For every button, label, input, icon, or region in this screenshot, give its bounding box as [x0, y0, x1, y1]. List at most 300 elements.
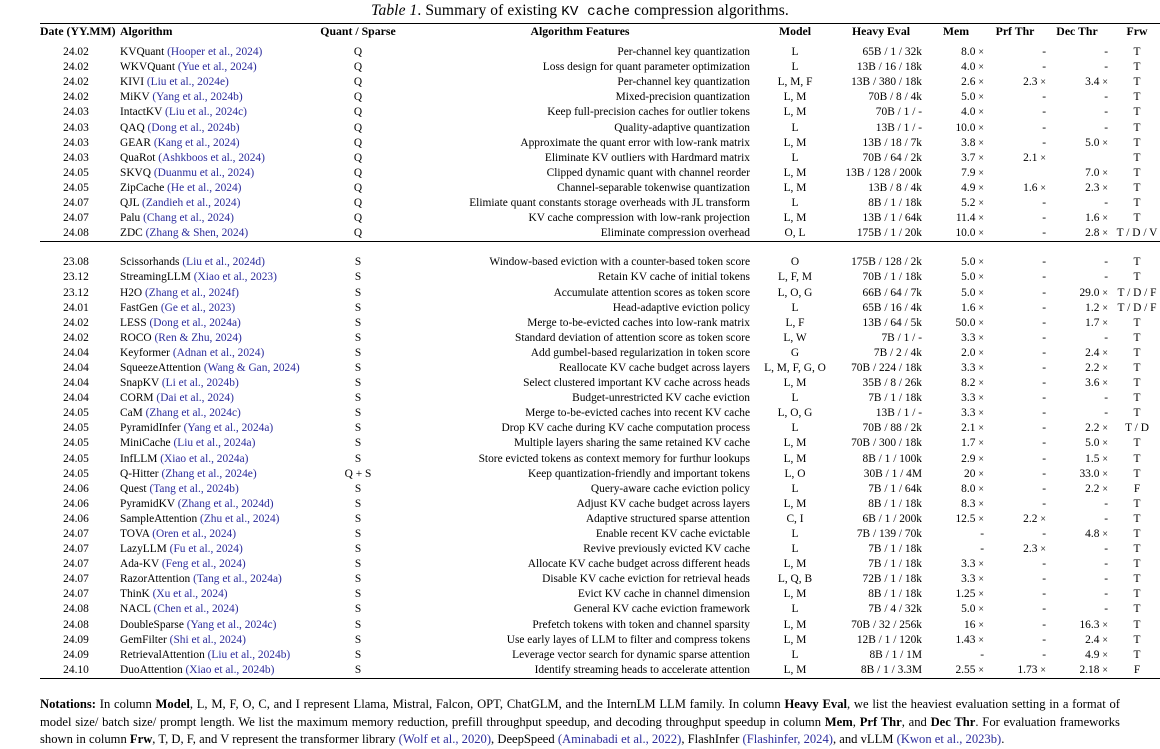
cell-model: L, M — [783, 497, 807, 510]
cell-mem: 4.0 × — [961, 61, 984, 74]
algorithm-citation[interactable]: (Oren et al., 2024) — [152, 528, 237, 540]
cell-model: L, F, M — [778, 271, 812, 284]
times-symbol: × — [978, 498, 984, 510]
algorithm-name: Ada-KV — [120, 558, 162, 571]
cell-mem: 3.3 × — [961, 392, 984, 405]
cell-frw: T — [1133, 316, 1141, 329]
times-symbol: × — [978, 287, 984, 299]
cell-prf-thr: - — [1042, 331, 1046, 344]
cell-dec-thr: 2.18 × — [1079, 663, 1108, 676]
cell-prf-thr: - — [1042, 212, 1046, 225]
cell-features: Per-channel key quantization — [617, 76, 750, 89]
cell-model: L, F — [785, 316, 805, 329]
cell-heavy-eval: 70B / 88 / 2k — [862, 422, 922, 435]
times-symbol: × — [978, 272, 984, 284]
cell-features: Merge to-be-evicted caches into recent KV cache — [525, 407, 750, 420]
table-row — [40, 211, 1160, 226]
cell-dec-thr: 4.9 × — [1085, 648, 1108, 661]
algorithm-citation[interactable]: (Zhang et al., 2024c) — [145, 407, 241, 420]
cell-model: L, M — [783, 181, 807, 194]
cell-dec-thr: - — [1104, 497, 1108, 510]
cell-mem: 3.3 × — [961, 331, 984, 344]
cell-heavy-eval: 13B / 380 / 18k — [851, 76, 922, 89]
cell-mem: 5.0 × — [961, 271, 984, 284]
times-symbol: × — [978, 167, 984, 179]
cell-date: 24.03 — [63, 106, 89, 119]
times-symbol: × — [978, 213, 984, 225]
times-symbol: × — [1040, 77, 1046, 89]
cell-prf-thr: - — [1042, 361, 1046, 374]
algorithm-citation[interactable]: (Shi et al., 2024) — [169, 633, 246, 646]
cell-model: O, L — [784, 227, 806, 240]
cell-date: 24.03 — [63, 136, 89, 149]
times-symbol: × — [1102, 213, 1108, 225]
cell-prf-thr: - — [1042, 633, 1046, 646]
algorithm-citation[interactable]: (Dong et al., 2024b) — [147, 121, 240, 134]
cell-algorithm — [112, 60, 312, 75]
times-symbol: × — [978, 152, 984, 164]
algorithm-citation[interactable]: (He et al., 2024) — [167, 181, 242, 194]
cell-heavy-eval: 70B / 1 / 18k — [862, 271, 922, 284]
cell-heavy-eval: 7B / 1 / 18k — [868, 558, 922, 571]
cell-dec-thr: - — [1104, 603, 1108, 616]
cell-dec-thr: 3.4 × — [1085, 76, 1108, 89]
cell-mem: 1.7 × — [961, 437, 984, 450]
cell-model: L — [791, 392, 799, 405]
cell-date: 24.05 — [63, 407, 89, 420]
cell-date: 24.05 — [63, 166, 89, 179]
citation-flashinfer[interactable]: (Flashinfer, 2024) — [742, 732, 833, 747]
cell-heavy-eval: 6B / 1 / 200k — [862, 512, 922, 525]
cell-heavy-eval: 13B / 18 / 7k — [862, 136, 922, 149]
cell-heavy-eval: 70B / 8 / 4k — [868, 91, 922, 104]
cell-prf-thr: - — [1042, 271, 1046, 284]
algorithm-citation[interactable]: (Liu et al., 2024b) — [207, 648, 291, 661]
algorithm-citation[interactable]: (Ren & Zhu, 2024) — [154, 331, 242, 344]
algorithm-name: DuoAttention — [120, 663, 186, 676]
cell-features: Quality-adaptive quantization — [614, 121, 750, 134]
table-row — [40, 181, 1160, 196]
cell-quant-sparse: S — [354, 543, 362, 556]
algorithm-citation[interactable]: (Xiao et al., 2024b) — [185, 663, 275, 676]
cell-model: L, Q, B — [777, 573, 813, 586]
cell-algorithm — [112, 572, 312, 587]
times-symbol: × — [1040, 152, 1046, 164]
times-symbol: × — [1102, 317, 1108, 329]
cell-dec-thr: 2.4 × — [1085, 633, 1108, 646]
algorithm-citation[interactable]: (Ashkboos et al., 2024) — [158, 151, 265, 164]
cell-model: L, M — [783, 106, 807, 119]
cell-features: Add gumbel-based regularization in token score — [530, 346, 750, 359]
algorithm-citation[interactable]: (Liu et al., 2024c) — [165, 106, 247, 119]
cell-model: L — [791, 422, 799, 435]
cell-model: L, M — [783, 588, 807, 601]
citation-wolf[interactable]: (Wolf et al., 2020) — [398, 732, 492, 747]
cell-quant-sparse: Q — [353, 61, 363, 74]
times-symbol: × — [1102, 453, 1108, 465]
cell-mem: 2.0 × — [961, 346, 984, 359]
cell-heavy-eval: 175B / 1 / 20k — [856, 227, 922, 240]
cell-quant-sparse: S — [354, 437, 362, 450]
cell-mem: 5.2 × — [961, 197, 984, 210]
algorithm-name: Q-Hitter — [120, 467, 162, 480]
cell-quant-sparse: Q — [353, 106, 363, 119]
cell-dec-thr — [1046, 151, 1108, 166]
cell-features: Head-adaptive eviction policy — [612, 301, 750, 314]
cell-prf-thr: - — [1042, 392, 1046, 405]
algorithm-name: CaM — [120, 407, 146, 420]
cell-prf-thr: - — [1042, 497, 1046, 510]
times-symbol: × — [978, 347, 984, 359]
algorithm-citation[interactable]: (Zhu et al., 2024) — [200, 512, 280, 525]
table-row — [40, 166, 1160, 181]
notations-col-heavy-eval: Heavy Eval — [784, 696, 847, 711]
algorithm-citation[interactable]: (Liu et al., 2024e) — [146, 76, 229, 89]
cell-date: 24.10 — [63, 663, 89, 676]
table-row — [40, 196, 1160, 211]
cell-heavy-eval: 13B / 128 / 200k — [845, 166, 922, 179]
cell-date: 24.01 — [63, 301, 89, 314]
cell-features: Store evicted tokens as context memory for furthur lookups — [478, 452, 750, 465]
sparse-section — [40, 242, 1160, 686]
notations-col-model: Model — [155, 696, 190, 711]
table-caption — [0, 0, 1160, 23]
cell-frw: T — [1133, 212, 1141, 225]
cell-model: L — [791, 46, 799, 59]
cell-mem: 3.3 × — [961, 573, 984, 586]
times-symbol: × — [1102, 529, 1108, 540]
notations-text-2: , L, M, F, O, C, and I represent Llama, Mistral, Falcon, OPT, ChatGLM, and the InternLM LLM family. In column — [189, 696, 785, 711]
times-symbol: × — [1102, 423, 1108, 435]
algorithm-name: ZDC — [120, 227, 146, 240]
times-symbol: × — [1102, 362, 1108, 374]
cell-date: 24.07 — [63, 543, 89, 556]
cell-mem: - — [980, 528, 984, 540]
algorithm-citation[interactable]: (Liu et al., 2024a) — [173, 437, 256, 450]
cell-features: Approximate the quant error with low-rank matrix — [520, 136, 750, 149]
algorithm-name: Scissorhands — [120, 256, 183, 269]
cell-algorithm — [112, 255, 312, 270]
times-symbol: × — [1102, 228, 1108, 240]
cell-mem: 5.0 × — [961, 286, 984, 299]
cell-algorithm — [112, 211, 312, 226]
cell-quant-sparse: S — [354, 648, 362, 661]
table-row — [40, 151, 1160, 166]
cell-model: C, I — [786, 512, 804, 525]
cell-dec-thr: 2.2 × — [1085, 482, 1108, 495]
cell-dec-thr: - — [1104, 558, 1108, 571]
algorithm-citation[interactable]: (Tang et al., 2024b) — [149, 482, 239, 495]
times-symbol: × — [978, 92, 984, 104]
cell-quant-sparse: Q — [353, 212, 363, 225]
cell-prf-thr: - — [1042, 407, 1046, 420]
algorithm-citation[interactable]: (Yang et al., 2024c) — [186, 618, 277, 631]
algorithm-citation[interactable]: (Chen et al., 2024) — [153, 603, 239, 616]
cell-quant-sparse: Q — [353, 76, 363, 89]
times-symbol: × — [978, 47, 984, 59]
times-symbol: × — [1102, 468, 1108, 480]
algorithm-citation[interactable]: (Xiao et al., 2024a) — [160, 452, 249, 465]
cell-model: L, M, F, G, O — [764, 361, 826, 374]
table-number: Table 1 — [371, 2, 418, 19]
algorithm-citation[interactable]: (Yang et al., 2024a) — [183, 422, 274, 435]
cell-quant-sparse: S — [354, 497, 362, 510]
notations-label: Notations: — [40, 696, 96, 711]
times-symbol: × — [978, 378, 984, 390]
times-symbol: × — [978, 513, 984, 525]
algorithm-citation[interactable]: (Tang et al., 2024a) — [193, 573, 282, 586]
cell-model: O — [790, 256, 800, 269]
cell-model: L, M — [783, 437, 807, 450]
cell-prf-thr: - — [1042, 467, 1046, 480]
algorithm-name: FastGen — [120, 301, 161, 314]
cell-date: 24.07 — [63, 212, 89, 225]
cell-frw: T — [1133, 543, 1141, 556]
cell-quant-sparse: S — [354, 528, 362, 540]
cell-heavy-eval: 8B / 1 / 18k — [868, 497, 922, 510]
notations-text-8: , DeepSpeed — [491, 732, 558, 747]
cell-prf-thr: - — [1042, 648, 1046, 661]
cell-heavy-eval: 13B / 8 / 4k — [868, 181, 922, 194]
times-symbol: × — [978, 77, 984, 89]
cell-dec-thr: - — [1104, 588, 1108, 601]
algorithm-name: GEAR — [120, 136, 154, 149]
cell-heavy-eval: 72B / 1 / 18k — [862, 573, 922, 586]
cell-dec-thr: - — [1104, 61, 1108, 74]
times-symbol: × — [978, 302, 984, 314]
cell-prf-thr: - — [1042, 558, 1046, 571]
cell-prf-thr: - — [1042, 377, 1046, 390]
table-row — [40, 633, 1160, 648]
algorithm-citation[interactable]: (Kang et al., 2024) — [153, 136, 240, 149]
citation-aminabadi[interactable]: (Aminabadi et al., 2022) — [557, 732, 682, 747]
cell-heavy-eval: 7B / 139 / 70k — [856, 528, 922, 540]
cell-heavy-eval: 7B / 1 / 64k — [868, 482, 922, 495]
cell-dec-thr: - — [1104, 392, 1108, 405]
cell-frw: T — [1133, 91, 1141, 104]
cell-features: Per-channel key quantization — [617, 46, 750, 59]
cell-mem: 10.0 × — [955, 227, 984, 240]
cell-features: Window-based eviction with a counter-based token score — [489, 256, 750, 269]
algorithm-citation[interactable]: (Zhang et al., 2024e) — [161, 467, 257, 480]
cell-dec-thr: - — [1104, 512, 1108, 525]
cell-dec-thr: 1.5 × — [1085, 452, 1108, 465]
algorithm-citation[interactable]: (Fu et al., 2024) — [169, 543, 243, 556]
algorithm-citation[interactable]: (Xu et al., 2024) — [152, 588, 228, 601]
times-symbol: × — [978, 619, 984, 631]
times-symbol: × — [978, 107, 984, 119]
cell-features: Clipped dynamic quant with channel reorder — [546, 166, 750, 179]
cell-prf-thr: - — [1042, 46, 1046, 59]
algorithm-name: MiniCache — [120, 437, 174, 450]
caption-text-before: . Summary of existing — [417, 2, 562, 19]
cell-features: Eliminate KV outliers with Hardmard matrix — [544, 151, 750, 164]
algorithm-citation[interactable]: (Yue et al., 2024) — [177, 61, 257, 74]
algorithm-citation[interactable]: (Feng et al., 2024) — [161, 558, 246, 571]
cell-frw: T — [1133, 151, 1141, 164]
algorithm-citation[interactable]: (Zhang et al., 2024f) — [145, 286, 239, 299]
cell-frw: T / D / F — [1117, 301, 1157, 314]
cell-quant-sparse: S — [354, 512, 362, 525]
cell-prf-thr: - — [1042, 121, 1046, 134]
algorithm-citation[interactable]: (Li et al., 2024b) — [161, 377, 239, 390]
cell-frw: T — [1133, 437, 1141, 450]
algorithm-citation[interactable]: (Ge et al., 2023) — [160, 301, 236, 314]
cell-mem: - — [980, 543, 984, 556]
notations-text-10: , and vLLM — [832, 732, 897, 747]
cell-algorithm — [112, 663, 312, 679]
times-symbol: × — [978, 362, 984, 374]
cell-date: 24.07 — [63, 197, 89, 210]
times-symbol: × — [978, 332, 984, 344]
algorithm-citation[interactable]: (Dong et al., 2024a) — [149, 316, 241, 329]
cell-date: 24.07 — [63, 528, 89, 540]
header-row — [40, 24, 1160, 40]
cell-algorithm — [112, 45, 312, 60]
cell-frw: T — [1133, 467, 1141, 480]
cell-features: Keep quantization-friendly and important tokens — [527, 467, 750, 480]
cell-model: L, M — [783, 558, 807, 571]
cell-dec-thr: - — [1104, 331, 1108, 344]
algorithm-citation[interactable]: (Dai et al., 2024) — [156, 392, 234, 405]
section-divider-rule — [40, 242, 1160, 250]
notations-text-9: , FlashInfer — [681, 732, 743, 747]
times-symbol: × — [978, 634, 984, 646]
cell-heavy-eval: 8B / 1 / 3.3M — [860, 663, 922, 676]
algorithm-citation[interactable]: (Xiao et al., 2023) — [193, 271, 277, 284]
table-row — [40, 391, 1160, 406]
cell-heavy-eval: 8B / 1 / 18k — [868, 197, 922, 210]
cell-model: L, M — [783, 166, 807, 179]
cell-prf-thr: 1.6 × — [1023, 181, 1046, 194]
cell-algorithm — [112, 316, 312, 331]
algorithm-name: ROCO — [120, 331, 155, 344]
table-row — [40, 270, 1160, 285]
cell-quant-sparse: S — [354, 633, 362, 646]
cell-dec-thr: - — [1104, 271, 1108, 284]
cell-dec-thr: 4.8 × — [1085, 528, 1108, 540]
cell-frw: T / D / F — [1117, 286, 1157, 299]
citation-kwon[interactable]: (Kwon et al., 2023b) — [896, 732, 1002, 747]
cell-frw: T — [1133, 573, 1141, 586]
times-symbol: × — [1102, 483, 1108, 495]
times-symbol: × — [1040, 182, 1046, 194]
cell-heavy-eval: 8B / 1 / 1M — [869, 648, 922, 661]
cell-algorithm — [112, 346, 312, 361]
notations-text-1: In column — [95, 696, 156, 711]
cell-heavy-eval: 8B / 1 / 100k — [862, 452, 922, 465]
caption-text-after: compression algorithms. — [630, 2, 789, 19]
algorithm-citation[interactable]: (Liu et al., 2024d) — [182, 256, 265, 269]
algorithm-citation[interactable]: (Chang et al., 2024) — [143, 212, 234, 225]
cell-quant-sparse: Q — [353, 91, 363, 104]
times-symbol: × — [1102, 347, 1108, 359]
column-header-quant-sparse: Quant / Sparse — [312, 24, 404, 40]
cell-heavy-eval: 70B / 300 / 18k — [851, 437, 922, 450]
column-header-model: Model — [756, 24, 834, 40]
table-row — [40, 467, 1160, 482]
times-symbol: × — [978, 62, 984, 74]
cell-heavy-eval: 70B / 32 / 256k — [851, 618, 922, 631]
cell-model: L, W — [783, 331, 807, 344]
cell-features: Keep full-precision caches for outlier tokens — [547, 106, 750, 119]
cell-prf-thr: - — [1042, 197, 1046, 210]
cell-quant-sparse: S — [354, 286, 362, 299]
cell-dec-thr: - — [1104, 256, 1108, 269]
cell-frw: T — [1133, 166, 1141, 179]
cell-algorithm — [112, 166, 312, 181]
cell-model: L, M — [783, 212, 807, 225]
cell-dec-thr: - — [1104, 91, 1108, 104]
cell-dec-thr: - — [1104, 407, 1108, 420]
cell-mem: 12.5 × — [955, 512, 984, 525]
cell-date: 24.03 — [63, 151, 89, 164]
algorithm-name: KVQuant — [120, 46, 168, 59]
algorithm-citation[interactable]: (Duanmu et al., 2024) — [153, 166, 255, 179]
algorithm-name: DoubleSparse — [120, 618, 187, 631]
times-symbol: × — [1102, 378, 1108, 390]
cell-date: 24.04 — [63, 392, 89, 405]
algorithm-citation[interactable]: (Zandieh et al., 2024) — [142, 197, 241, 210]
algorithm-citation[interactable]: (Adnan et al., 2024) — [172, 346, 265, 359]
cell-quant-sparse: S — [354, 618, 362, 631]
cell-date: 24.02 — [63, 331, 89, 344]
algorithm-citation[interactable]: (Zhang & Shen, 2024) — [145, 227, 249, 240]
table-row — [40, 618, 1160, 633]
cell-frw: T — [1133, 61, 1141, 74]
cell-features: KV cache compression with low-rank projection — [528, 212, 750, 225]
cell-prf-thr: - — [1042, 452, 1046, 465]
table-row — [40, 136, 1160, 151]
cell-frw: F — [1133, 663, 1141, 676]
cell-prf-thr: - — [1042, 256, 1046, 269]
quant-section — [40, 39, 1160, 242]
algorithm-citation[interactable]: (Wang & Gan, 2024) — [203, 361, 300, 374]
cell-dec-thr: - — [1104, 121, 1108, 134]
cell-date: 24.05 — [63, 467, 89, 480]
cell-quant-sparse: S — [354, 422, 362, 435]
times-symbol: × — [1102, 302, 1108, 314]
cell-algorithm — [112, 331, 312, 346]
algorithm-citation[interactable]: (Yang et al., 2024b) — [152, 91, 243, 104]
algorithm-name: Palu — [120, 212, 144, 225]
algorithm-name: PyramidKV — [120, 497, 178, 510]
times-symbol: × — [978, 574, 984, 586]
cell-mem: 8.0 × — [961, 482, 984, 495]
cell-frw: T — [1133, 512, 1141, 525]
table-row — [40, 226, 1160, 242]
cell-mem: 8.2 × — [961, 377, 984, 390]
times-symbol: × — [978, 483, 984, 495]
algorithm-citation[interactable]: (Hooper et al., 2024) — [167, 46, 263, 59]
times-symbol: × — [1040, 544, 1046, 556]
algorithm-name: LESS — [120, 316, 150, 329]
times-symbol: × — [1102, 438, 1108, 450]
times-symbol: × — [978, 559, 984, 571]
cell-prf-thr: - — [1042, 286, 1046, 299]
cell-prf-thr: - — [1042, 482, 1046, 495]
cell-mem: 4.9 × — [961, 181, 984, 194]
algorithm-citation[interactable]: (Zhang et al., 2024d) — [177, 497, 274, 510]
cell-date: 24.02 — [63, 46, 89, 59]
caption-mono-term: KV cache — [561, 4, 631, 20]
cell-algorithm — [112, 90, 312, 105]
cell-quant-sparse: S — [354, 256, 362, 269]
cell-date: 23.12 — [63, 286, 89, 299]
times-symbol: × — [978, 257, 984, 269]
times-symbol: × — [1040, 664, 1046, 676]
cell-model: L — [791, 528, 799, 540]
